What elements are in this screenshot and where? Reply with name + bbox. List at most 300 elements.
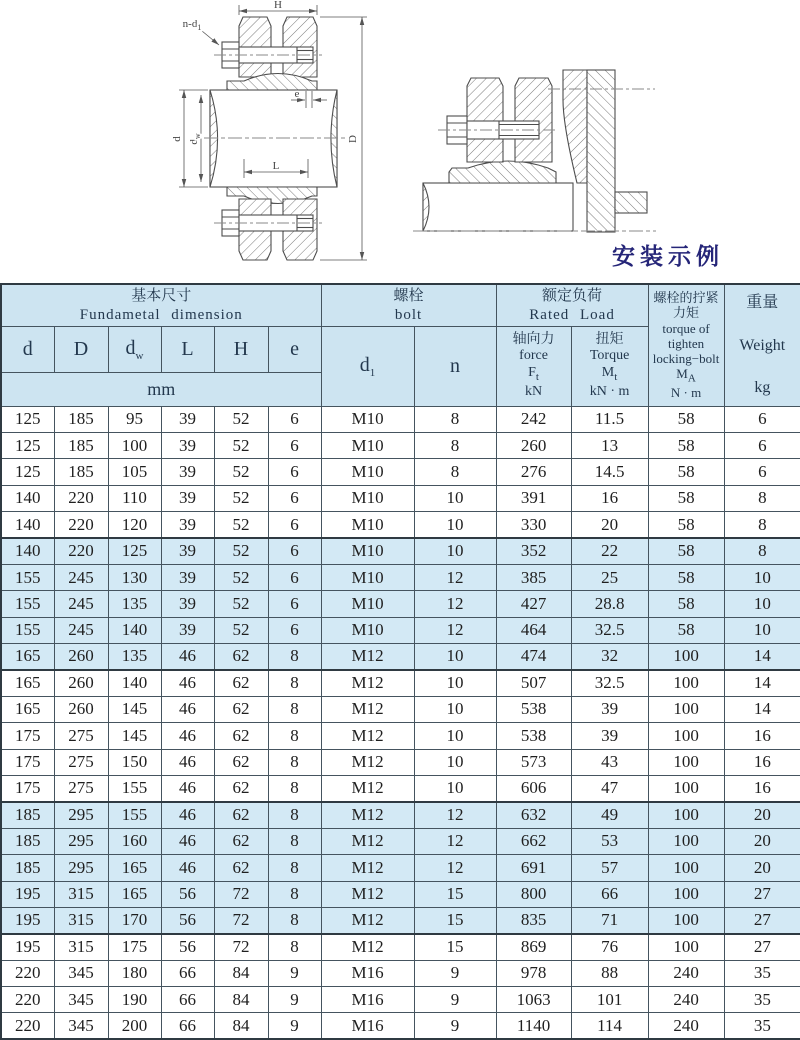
cell-D: 185 <box>54 406 108 432</box>
cell-weight: 16 <box>724 723 800 749</box>
cell-L: 39 <box>161 591 214 617</box>
cell-d: 155 <box>1 617 54 643</box>
cell-axial-force: 606 <box>496 775 571 801</box>
cell-weight: 27 <box>724 881 800 907</box>
table-body <box>1 406 800 1039</box>
cell-H: 62 <box>214 670 268 696</box>
cell-bolt-size: M10 <box>321 459 414 485</box>
cell-H: 62 <box>214 802 268 828</box>
cell-torque: 49 <box>571 802 648 828</box>
cell-D: 315 <box>54 934 108 960</box>
cell-H: 62 <box>214 723 268 749</box>
table-row <box>1 1013 800 1039</box>
cell-H: 62 <box>214 855 268 881</box>
cell-e: 6 <box>268 485 321 511</box>
cell-e: 8 <box>268 828 321 854</box>
cell-dw: 120 <box>108 512 161 538</box>
cell-dw: 105 <box>108 459 161 485</box>
cell-torque: 39 <box>571 696 648 722</box>
cell-L: 46 <box>161 855 214 881</box>
cell-bolt-count: 10 <box>414 749 496 775</box>
cell-d: 185 <box>1 855 54 881</box>
cell-bolt-size: M12 <box>321 881 414 907</box>
table-row <box>1 512 800 538</box>
cell-d: 140 <box>1 538 54 564</box>
cell-axial-force: 691 <box>496 855 571 881</box>
cell-tighten-torque: 240 <box>648 987 724 1013</box>
col-dw: $d_w$ <box>108 326 161 372</box>
table-row <box>1 828 800 854</box>
dim-label-H: H <box>274 0 282 11</box>
cell-L: 46 <box>161 749 214 775</box>
table-row <box>1 881 800 907</box>
dimension-table <box>0 283 800 1040</box>
table-row <box>1 591 800 617</box>
cell-bolt-count: 10 <box>414 696 496 722</box>
table-row <box>1 723 800 749</box>
cell-L: 66 <box>161 987 214 1013</box>
cell-bolt-size: M12 <box>321 828 414 854</box>
cell-bolt-size: M12 <box>321 696 414 722</box>
cell-bolt-count: 9 <box>414 987 496 1013</box>
cell-bolt-count: 12 <box>414 564 496 590</box>
cell-torque: 22 <box>571 538 648 564</box>
cell-bolt-count: 15 <box>414 907 496 933</box>
cell-dw: 145 <box>108 696 161 722</box>
cell-bolt-size: M16 <box>321 1013 414 1039</box>
cell-weight: 16 <box>724 749 800 775</box>
cell-H: 72 <box>214 934 268 960</box>
cell-e: 8 <box>268 775 321 801</box>
cell-d: 125 <box>1 432 54 458</box>
cell-H: 84 <box>214 960 268 986</box>
cell-torque: 11.5 <box>571 406 648 432</box>
cell-axial-force: 538 <box>496 696 571 722</box>
cell-D: 345 <box>54 987 108 1013</box>
col-torque: 扭矩 Torque $M_t$ kN · m <box>571 326 648 406</box>
cell-e: 8 <box>268 881 321 907</box>
table-row <box>1 538 800 564</box>
cell-axial-force: 385 <box>496 564 571 590</box>
cell-torque: 28.8 <box>571 591 648 617</box>
header-basic-dimension: 基本尺寸 Fundametal dimension <box>1 284 321 326</box>
cell-D: 315 <box>54 881 108 907</box>
table-row <box>1 987 800 1013</box>
cell-e: 6 <box>268 512 321 538</box>
cell-weight: 6 <box>724 406 800 432</box>
header-bolt: 螺栓 bolt <box>321 284 496 326</box>
cell-d: 175 <box>1 749 54 775</box>
cell-torque: 101 <box>571 987 648 1013</box>
cell-D: 260 <box>54 696 108 722</box>
cell-e: 6 <box>268 406 321 432</box>
cell-H: 52 <box>214 617 268 643</box>
cell-dw: 170 <box>108 907 161 933</box>
cell-tighten-torque: 58 <box>648 617 724 643</box>
installation-assembly <box>423 70 647 232</box>
cell-H: 72 <box>214 881 268 907</box>
cell-torque: 88 <box>571 960 648 986</box>
cell-bolt-size: M10 <box>321 538 414 564</box>
cell-dw: 190 <box>108 987 161 1013</box>
cell-axial-force: 1140 <box>496 1013 571 1039</box>
hub-wall <box>587 70 615 232</box>
cell-dw: 95 <box>108 406 161 432</box>
table-row <box>1 934 800 960</box>
cell-bolt-size: M10 <box>321 512 414 538</box>
cell-H: 62 <box>214 644 268 670</box>
cell-D: 245 <box>54 591 108 617</box>
cell-bolt-count: 8 <box>414 432 496 458</box>
cell-L: 39 <box>161 406 214 432</box>
cell-bolt-size: M10 <box>321 591 414 617</box>
cell-weight: 6 <box>724 459 800 485</box>
col-D: D <box>54 326 108 372</box>
cell-tighten-torque: 100 <box>648 855 724 881</box>
cell-d: 165 <box>1 696 54 722</box>
dim-label-e: e <box>294 88 300 100</box>
cell-torque: 71 <box>571 907 648 933</box>
col-d1: $d_1$ <box>321 326 414 406</box>
cell-L: 56 <box>161 907 214 933</box>
cell-bolt-count: 10 <box>414 775 496 801</box>
col-n: n <box>414 326 496 406</box>
cell-H: 72 <box>214 907 268 933</box>
cell-H: 52 <box>214 538 268 564</box>
cell-L: 39 <box>161 538 214 564</box>
cell-dw: 155 <box>108 802 161 828</box>
cell-bolt-count: 10 <box>414 670 496 696</box>
cell-e: 6 <box>268 564 321 590</box>
header-rated-load: 额定负荷 Rated Load <box>496 284 648 326</box>
cell-H: 84 <box>214 987 268 1013</box>
cell-weight: 10 <box>724 617 800 643</box>
cell-torque: 13 <box>571 432 648 458</box>
cell-axial-force: 260 <box>496 432 571 458</box>
cell-e: 6 <box>268 538 321 564</box>
col-L: L <box>161 326 214 372</box>
cell-axial-force: 330 <box>496 512 571 538</box>
cell-d: 185 <box>1 802 54 828</box>
cell-torque: 39 <box>571 723 648 749</box>
cell-tighten-torque: 100 <box>648 696 724 722</box>
cell-weight: 27 <box>724 907 800 933</box>
cell-torque: 32.5 <box>571 617 648 643</box>
cell-tighten-torque: 100 <box>648 723 724 749</box>
cell-H: 84 <box>214 1013 268 1039</box>
dim-label-n-d1: $n-d_1$ <box>182 18 202 32</box>
cell-H: 52 <box>214 406 268 432</box>
cell-H: 52 <box>214 485 268 511</box>
cell-axial-force: 869 <box>496 934 571 960</box>
table-row <box>1 459 800 485</box>
cell-tighten-torque: 100 <box>648 828 724 854</box>
cell-H: 52 <box>214 512 268 538</box>
cell-bolt-size: M12 <box>321 723 414 749</box>
cell-torque: 20 <box>571 512 648 538</box>
cell-e: 9 <box>268 960 321 986</box>
cell-d: 140 <box>1 485 54 511</box>
cell-bolt-count: 10 <box>414 538 496 564</box>
shaft <box>423 183 573 231</box>
cell-bolt-count: 10 <box>414 644 496 670</box>
cell-dw: 140 <box>108 670 161 696</box>
cell-axial-force: 427 <box>496 591 571 617</box>
cell-dw: 125 <box>108 538 161 564</box>
cell-H: 62 <box>214 696 268 722</box>
cell-L: 66 <box>161 1013 214 1039</box>
cell-bolt-size: M16 <box>321 987 414 1013</box>
cell-L: 46 <box>161 696 214 722</box>
cell-d: 175 <box>1 775 54 801</box>
cell-weight: 14 <box>724 670 800 696</box>
cell-L: 46 <box>161 828 214 854</box>
table-row <box>1 617 800 643</box>
cell-bolt-count: 10 <box>414 485 496 511</box>
cell-bolt-count: 15 <box>414 934 496 960</box>
cell-axial-force: 464 <box>496 617 571 643</box>
cell-torque: 76 <box>571 934 648 960</box>
unit-row-mm: mm <box>1 372 321 406</box>
cell-d: 195 <box>1 934 54 960</box>
cell-bolt-size: M12 <box>321 749 414 775</box>
cell-weight: 35 <box>724 960 800 986</box>
cell-dw: 155 <box>108 775 161 801</box>
cell-e: 8 <box>268 644 321 670</box>
cell-e: 8 <box>268 934 321 960</box>
table-header <box>1 284 800 406</box>
dim-label-dw: $d_w$ <box>188 133 202 145</box>
cell-tighten-torque: 58 <box>648 406 724 432</box>
cell-H: 52 <box>214 459 268 485</box>
cell-axial-force: 632 <box>496 802 571 828</box>
cell-H: 62 <box>214 749 268 775</box>
cell-weight: 20 <box>724 828 800 854</box>
hub-inner-ring <box>563 70 587 183</box>
cell-e: 6 <box>268 432 321 458</box>
cell-e: 6 <box>268 591 321 617</box>
installation-drawing <box>400 40 800 283</box>
hub-foot <box>615 192 647 213</box>
cell-weight: 10 <box>724 591 800 617</box>
cell-bolt-size: M12 <box>321 775 414 801</box>
table-row <box>1 855 800 881</box>
cell-dw: 135 <box>108 644 161 670</box>
cell-d: 195 <box>1 907 54 933</box>
cell-D: 295 <box>54 802 108 828</box>
cell-e: 8 <box>268 749 321 775</box>
dim-label-D: D <box>347 135 359 143</box>
cell-d: 220 <box>1 1013 54 1039</box>
cell-axial-force: 538 <box>496 723 571 749</box>
cell-dw: 160 <box>108 828 161 854</box>
cell-axial-force: 835 <box>496 907 571 933</box>
cell-tighten-torque: 100 <box>648 907 724 933</box>
cell-axial-force: 662 <box>496 828 571 854</box>
cell-dw: 135 <box>108 591 161 617</box>
cell-bolt-size: M12 <box>321 855 414 881</box>
cell-axial-force: 352 <box>496 538 571 564</box>
cell-torque: 14.5 <box>571 459 648 485</box>
cell-D: 275 <box>54 723 108 749</box>
table-row <box>1 406 800 432</box>
cell-torque: 66 <box>571 881 648 907</box>
col-e: e <box>268 326 321 372</box>
cell-weight: 8 <box>724 485 800 511</box>
cell-bolt-count: 12 <box>414 855 496 881</box>
cell-D: 275 <box>54 775 108 801</box>
cell-bolt-size: M10 <box>321 564 414 590</box>
cell-H: 52 <box>214 564 268 590</box>
cell-D: 345 <box>54 1013 108 1039</box>
cell-torque: 53 <box>571 828 648 854</box>
cell-D: 185 <box>54 432 108 458</box>
cell-tighten-torque: 58 <box>648 564 724 590</box>
installation-caption: 安装示例 <box>612 244 724 269</box>
cell-D: 185 <box>54 459 108 485</box>
cell-d: 165 <box>1 670 54 696</box>
cell-L: 39 <box>161 459 214 485</box>
cell-D: 220 <box>54 512 108 538</box>
cell-dw: 165 <box>108 881 161 907</box>
cell-bolt-count: 10 <box>414 723 496 749</box>
cell-dw: 145 <box>108 723 161 749</box>
cell-bolt-size: M10 <box>321 406 414 432</box>
cell-e: 8 <box>268 723 321 749</box>
cell-L: 56 <box>161 881 214 907</box>
cell-e: 8 <box>268 855 321 881</box>
header-weight: 重量 Weight kg <box>724 284 800 406</box>
cell-e: 6 <box>268 617 321 643</box>
col-axial-force: 轴向力 force $F_t$ kN <box>496 326 571 406</box>
cell-e: 8 <box>268 802 321 828</box>
cell-tighten-torque: 100 <box>648 934 724 960</box>
technical-drawings <box>0 0 800 283</box>
cell-bolt-size: M16 <box>321 960 414 986</box>
cell-bolt-count: 8 <box>414 406 496 432</box>
cell-weight: 20 <box>724 802 800 828</box>
cell-dw: 200 <box>108 1013 161 1039</box>
cell-torque: 32 <box>571 644 648 670</box>
cell-D: 315 <box>54 907 108 933</box>
table-row <box>1 960 800 986</box>
cell-tighten-torque: 58 <box>648 459 724 485</box>
cell-tighten-torque: 240 <box>648 960 724 986</box>
cell-bolt-count: 15 <box>414 881 496 907</box>
cell-bolt-count: 10 <box>414 512 496 538</box>
cell-tighten-torque: 58 <box>648 538 724 564</box>
cell-L: 66 <box>161 960 214 986</box>
cell-bolt-size: M12 <box>321 907 414 933</box>
cell-weight: 35 <box>724 987 800 1013</box>
shaft <box>210 90 337 187</box>
cell-d: 185 <box>1 828 54 854</box>
cell-tighten-torque: 58 <box>648 432 724 458</box>
col-H: H <box>214 326 268 372</box>
table-row <box>1 564 800 590</box>
cell-bolt-size: M10 <box>321 485 414 511</box>
cell-axial-force: 391 <box>496 485 571 511</box>
cell-tighten-torque: 240 <box>648 1013 724 1039</box>
cell-tighten-torque: 100 <box>648 775 724 801</box>
cell-D: 260 <box>54 670 108 696</box>
cell-D: 245 <box>54 564 108 590</box>
table-row <box>1 749 800 775</box>
cell-bolt-count: 9 <box>414 1013 496 1039</box>
cell-tighten-torque: 58 <box>648 512 724 538</box>
cell-dw: 150 <box>108 749 161 775</box>
cell-L: 39 <box>161 432 214 458</box>
cell-bolt-count: 12 <box>414 591 496 617</box>
cell-e: 8 <box>268 696 321 722</box>
cell-weight: 14 <box>724 644 800 670</box>
cell-tighten-torque: 100 <box>648 644 724 670</box>
cell-d: 195 <box>1 881 54 907</box>
cell-axial-force: 474 <box>496 644 571 670</box>
cell-bolt-count: 8 <box>414 459 496 485</box>
table-row <box>1 644 800 670</box>
cell-torque: 43 <box>571 749 648 775</box>
base-plate <box>449 161 556 183</box>
cell-dw: 165 <box>108 855 161 881</box>
cell-d: 125 <box>1 459 54 485</box>
table-row <box>1 485 800 511</box>
cell-torque: 32.5 <box>571 670 648 696</box>
cell-dw: 140 <box>108 617 161 643</box>
cell-weight: 14 <box>724 696 800 722</box>
cell-d: 125 <box>1 406 54 432</box>
cell-H: 62 <box>214 775 268 801</box>
cell-d: 175 <box>1 723 54 749</box>
cell-bolt-size: M10 <box>321 617 414 643</box>
table-row <box>1 802 800 828</box>
cell-D: 295 <box>54 828 108 854</box>
cell-d: 220 <box>1 960 54 986</box>
cell-bolt-size: M10 <box>321 432 414 458</box>
cell-weight: 6 <box>724 432 800 458</box>
cell-axial-force: 507 <box>496 670 571 696</box>
col-d: d <box>1 326 54 372</box>
cell-D: 345 <box>54 960 108 986</box>
cell-e: 8 <box>268 670 321 696</box>
table-row <box>1 907 800 933</box>
cell-tighten-torque: 58 <box>648 485 724 511</box>
cell-weight: 16 <box>724 775 800 801</box>
cell-D: 260 <box>54 644 108 670</box>
cell-D: 220 <box>54 538 108 564</box>
cell-bolt-count: 12 <box>414 828 496 854</box>
cell-L: 39 <box>161 564 214 590</box>
cell-D: 245 <box>54 617 108 643</box>
cell-e: 9 <box>268 1013 321 1039</box>
cell-L: 46 <box>161 670 214 696</box>
cell-L: 56 <box>161 934 214 960</box>
cell-axial-force: 800 <box>496 881 571 907</box>
cell-bolt-size: M12 <box>321 644 414 670</box>
cell-L: 46 <box>161 723 214 749</box>
cell-d: 140 <box>1 512 54 538</box>
cell-axial-force: 242 <box>496 406 571 432</box>
cell-e: 6 <box>268 459 321 485</box>
cell-L: 39 <box>161 485 214 511</box>
cell-tighten-torque: 100 <box>648 670 724 696</box>
cell-bolt-count: 9 <box>414 960 496 986</box>
cell-weight: 35 <box>724 1013 800 1039</box>
cell-D: 275 <box>54 749 108 775</box>
cell-tighten-torque: 100 <box>648 749 724 775</box>
cell-bolt-size: M12 <box>321 934 414 960</box>
cell-H: 62 <box>214 828 268 854</box>
